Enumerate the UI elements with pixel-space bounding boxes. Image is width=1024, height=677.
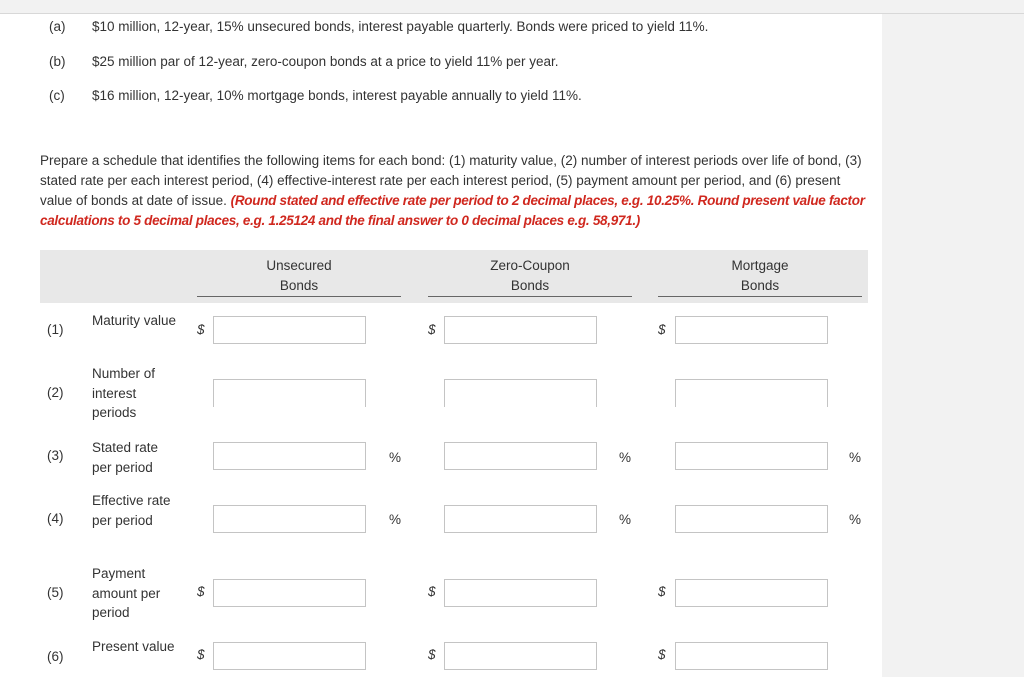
unsecured-stated-rate-input[interactable]	[213, 442, 366, 470]
zero-coupon-interest-periods-input[interactable]	[444, 379, 597, 407]
problem-b-letter: (b)	[49, 54, 66, 69]
dollar-sign: $	[428, 584, 436, 599]
unsecured-interest-periods-input[interactable]	[213, 379, 366, 407]
row-3-number: (3)	[47, 448, 64, 463]
column-underline-mortgage	[658, 296, 862, 297]
zero-coupon-maturity-value-input[interactable]	[444, 316, 597, 344]
unsecured-effective-rate-input[interactable]	[213, 505, 366, 533]
mortgage-present-value-input[interactable]	[675, 642, 828, 670]
zero-coupon-payment-amount-input[interactable]	[444, 579, 597, 607]
mortgage-payment-amount-input[interactable]	[675, 579, 828, 607]
instructions-main: Prepare a schedule that identifies the following items for each bond: (1) maturity value, (2) number of interest periods over life of bond, (3) stated rate per each interest period, (4) effective-interest rate per each interest period, (5) payment amount per period, and (6) present value of bonds at date of issue.	[40, 153, 862, 208]
unsecured-maturity-value-input[interactable]	[213, 316, 366, 344]
percent-sign: %	[389, 450, 402, 465]
column-header-mortgage-line2: Bonds	[740, 278, 780, 293]
column-header-mortgage	[658, 256, 862, 296]
dollar-sign: $	[428, 322, 436, 337]
dollar-sign: $	[658, 584, 666, 599]
problem-b-text: $25 million par of 12-year, zero-coupon bonds at a price to yield 11% per year.	[92, 54, 559, 69]
column-header-mortgage-line1: Mortgage	[731, 258, 789, 273]
row-2-number: (2)	[47, 385, 64, 400]
percent-sign: %	[619, 450, 632, 465]
percent-sign: %	[389, 512, 402, 527]
column-header-unsecured-line1: Unsecured	[266, 258, 332, 273]
column-header-zero-coupon-line2: Bonds	[510, 278, 550, 293]
row-6-label: Present value	[92, 639, 175, 654]
zero-coupon-present-value-input[interactable]	[444, 642, 597, 670]
percent-sign: %	[849, 450, 862, 465]
unsecured-payment-amount-input[interactable]	[213, 579, 366, 607]
row-2-label: Number of interest periods	[92, 366, 156, 420]
zero-coupon-stated-rate-input[interactable]	[444, 442, 597, 470]
column-underline-unsecured	[197, 296, 401, 297]
column-header-zero-coupon	[428, 256, 632, 296]
column-header-unsecured	[197, 256, 401, 296]
dollar-sign: $	[658, 647, 666, 662]
mortgage-maturity-value-input[interactable]	[675, 316, 828, 344]
dollar-sign: $	[197, 322, 205, 337]
problem-a-text: $10 million, 12-year, 15% unsecured bonds, interest payable quarterly. Bonds were priced to yield 11%.	[92, 19, 709, 34]
dollar-sign: $	[197, 584, 205, 599]
row-1-label: Maturity value	[92, 313, 177, 328]
instructions	[40, 151, 865, 231]
column-underline-zero-coupon	[428, 296, 632, 297]
problem-c-letter: (c)	[49, 88, 65, 103]
mortgage-effective-rate-input[interactable]	[675, 505, 828, 533]
row-3-label: Stated rate per period	[92, 440, 159, 475]
mortgage-interest-periods-input[interactable]	[675, 379, 828, 407]
dollar-sign: $	[197, 647, 205, 662]
mortgage-stated-rate-input[interactable]	[675, 442, 828, 470]
row-5-label: Payment amount per period	[92, 566, 161, 620]
dollar-sign: $	[658, 322, 666, 337]
column-header-unsecured-line2: Bonds	[279, 278, 319, 293]
rounding-note: (Round stated and effective rate per period to 2 decimal places, e.g. 10.25%. Round present value factor calculations to 5 decimal places, e.g. 1.25124 and the final answer to 0 decimal places e.g. 58,971.)	[40, 193, 865, 228]
row-4-label: Effective rate per period	[92, 493, 171, 528]
unsecured-present-value-input[interactable]	[213, 642, 366, 670]
column-header-zero-coupon-line1: Zero-Coupon	[490, 258, 570, 273]
problem-c-text: $16 million, 12-year, 10% mortgage bonds, interest payable annually to yield 11%.	[92, 88, 582, 103]
dollar-sign: $	[428, 647, 436, 662]
percent-sign: %	[849, 512, 862, 527]
row-5-number: (5)	[47, 585, 64, 600]
row-1-number: (1)	[47, 322, 64, 337]
zero-coupon-effective-rate-input[interactable]	[444, 505, 597, 533]
problem-a-letter: (a)	[49, 19, 66, 34]
percent-sign: %	[619, 512, 632, 527]
row-6-number: (6)	[47, 649, 64, 664]
row-4-number: (4)	[47, 511, 64, 526]
